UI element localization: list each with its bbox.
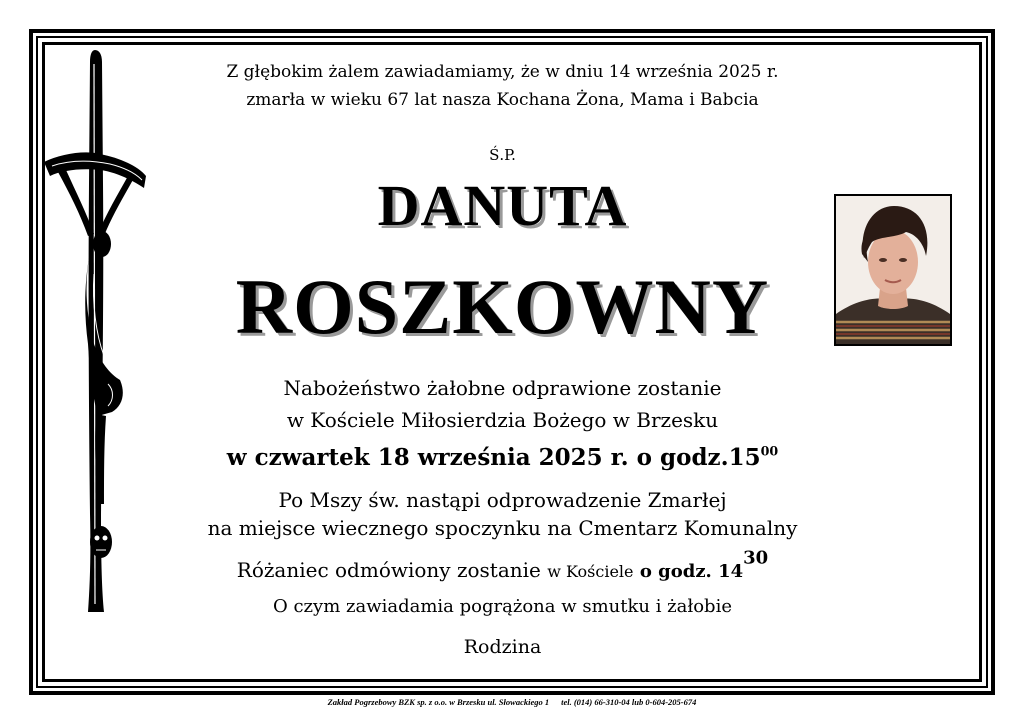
portrait-photo <box>834 194 952 346</box>
border-inner <box>42 42 982 682</box>
burial-line-2: na miejsce wiecznego spoczynku na Cmentarz Komunalny <box>207 516 798 540</box>
mass-time-minutes: 00 <box>760 443 779 459</box>
mass-date-text: w czwartek 18 września 2025 r. o godz.15 <box>226 444 761 471</box>
burial-line-1: Po Mszy św. nastąpi odprowadzenie Zmarłej <box>278 488 727 512</box>
honorific: Ś.P. <box>489 146 516 164</box>
first-name: DANUTA <box>377 173 628 238</box>
footer-phone: tel. (014) 66-310-04 lub 0-604-205-674 <box>561 697 697 707</box>
rosary-line <box>180 547 825 582</box>
crucifix-icon <box>40 44 150 619</box>
rosary-time-minutes: 30 <box>743 547 769 569</box>
rosary-main: Różaniec odmówiony zostanie <box>236 558 541 582</box>
mass-line-1: Nabożeństwo żałobne odprawione zostanie <box>283 376 722 400</box>
footer <box>0 697 1024 707</box>
signature: Rodzina <box>463 636 542 658</box>
rosary-place: w Kościele <box>547 562 634 581</box>
footer-company: Zakład Pogrzebowy BZK sp. z o.o. w Brzesku ul. Słowackiego 1 <box>327 697 550 707</box>
intro-line-1: Z głębokim żalem zawiadamiamy, że w dniu 14 września 2025 r. <box>226 62 779 82</box>
rosary-time: o godz. 14 <box>639 561 744 582</box>
surname: ROSZKOWNY <box>235 263 770 350</box>
intro-line-2: zmarła w wieku 67 lat nasza Kochana Żona, Mama i Babcia <box>246 90 759 110</box>
mass-date <box>180 444 825 471</box>
closing-line: O czym zawiadamia pogrążona w smutku i żałobie <box>272 596 732 617</box>
mass-line-2: w Kościele Miłosierdzia Bożego w Brzesku <box>286 408 719 432</box>
